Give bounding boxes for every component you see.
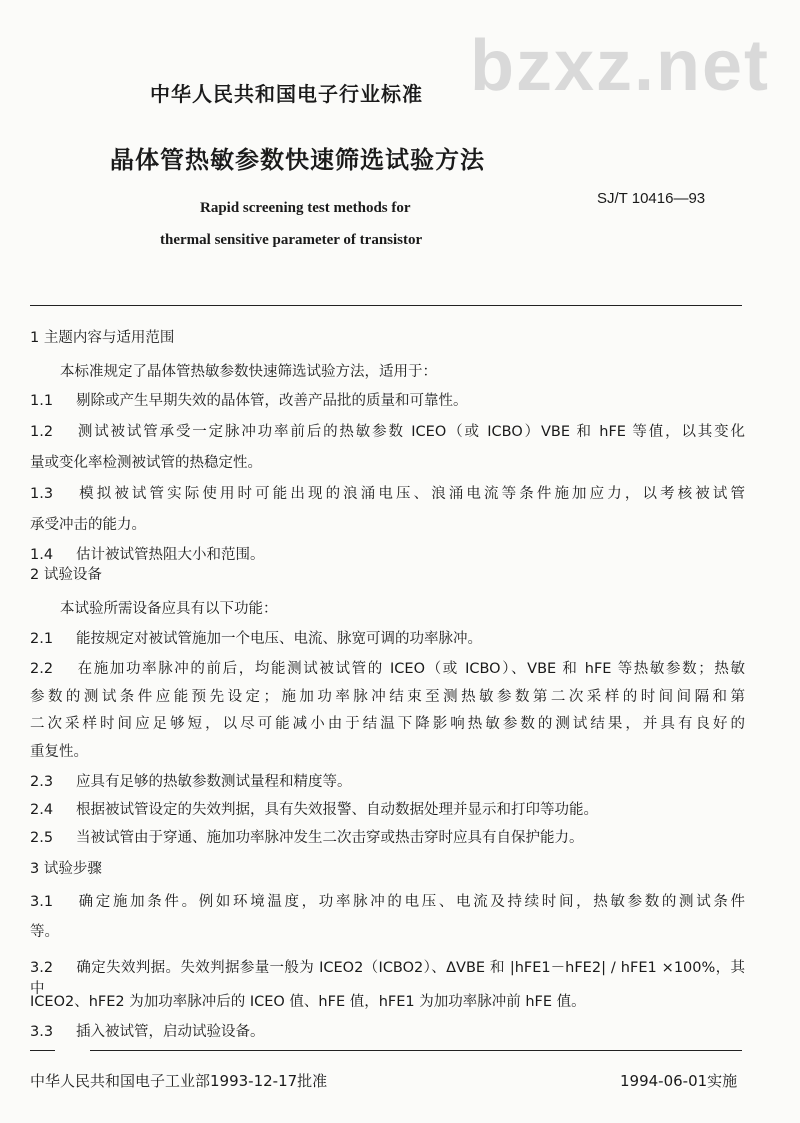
clause-text: 承受冲击的能力。 [30, 517, 146, 533]
clause-text: 测试被试管承受一定脉冲功率前后的热敏参数 ICEO（或 ICBO）VBE 和 hFE 等值，以其变化 [76, 424, 745, 440]
clause-number: 1.2 [30, 424, 54, 440]
clause-text: 在施加功率脉冲的前后，均能测试被试管的 ICEO（或 ICBO）、VBE 和 hFE 等热敏参数；热敏 [76, 661, 745, 677]
clause-text: ICEO2、hFE2 为加功率脉冲后的 ICEO 值、hFE 值，hFE1 为加功率脉冲前 hFE 值。 [30, 994, 586, 1010]
clause-line [30, 956, 745, 997]
standard-code: SJ/T 10416—93 [597, 190, 706, 207]
footer-divider-short [30, 1050, 55, 1051]
clause-number: 2.5 [30, 830, 54, 846]
footer-divider [90, 1050, 742, 1051]
clause-number: 2.3 [30, 774, 54, 790]
clause-line [30, 451, 745, 472]
clause-number: 3.2 [30, 960, 54, 976]
clause-text: 估计被试管热阻大小和范围。 [76, 547, 265, 563]
clause-text: 重复性。 [30, 744, 88, 760]
clause-number: 2.2 [30, 661, 54, 677]
clause-text: 剔除或产生早期失效的晶体管，改善产品批的质量和可靠性。 [76, 393, 468, 409]
clause-line [30, 770, 745, 791]
clause-line [30, 543, 745, 564]
clause-line [30, 712, 745, 732]
clause-text: 确定施加条件。例如环境温度，功率脉冲的电压、电流及持续时间，热敏参数的测试条件 [76, 894, 745, 910]
clause-line [30, 890, 745, 910]
clause-text: 模拟被试管实际使用时可能出现的浪涌电压、浪涌电流等条件施加应力，以考核被试管 [76, 486, 745, 502]
clause-number: 3.3 [30, 1024, 54, 1040]
clause-number: 1.1 [30, 393, 54, 409]
clause-number: 3.1 [30, 894, 54, 910]
english-title-line-1: Rapid screening test methods for [200, 200, 411, 216]
clause-number: 1.4 [30, 547, 54, 563]
clause-text: 二次采样时间应足够短，以尽可能减小由于结温下降影响热敏参数的测试结果，并具有良好的 [30, 716, 745, 732]
clause-text: 应具有足够的热敏参数测试量程和精度等。 [76, 774, 352, 790]
clause-line [30, 740, 745, 761]
issuing-organization: 中华人民共和国电子行业标准 [150, 82, 423, 106]
clause-text: 能按规定对被试管施加一个电压、电流、脉宽可调的功率脉冲。 [76, 631, 482, 647]
clause-line [30, 798, 745, 819]
clause-number: 1.3 [30, 486, 54, 502]
clause-line [30, 627, 745, 648]
clause-text: 等。 [30, 924, 59, 940]
section-heading: 1 主题内容与适用范围 [30, 330, 175, 346]
clause-text: 确定失效判据。失效判据参量一般为 ICEO2（ICBO2）、ΔVBE 和 |hFE1－hFE2| / hFE1 ×100%，其中 [30, 960, 745, 997]
approval-date: 中华人民共和国电子工业部1993-12-17批准 [30, 1072, 328, 1090]
clause-line [30, 482, 745, 502]
clause-number: 2.4 [30, 802, 54, 818]
clause-text: 根据被试管设定的失效判据，具有失效报警、自动数据处理并显示和打印等功能。 [76, 802, 598, 818]
clause-text: 当被试管由于穿通、施加功率脉冲发生二次击穿或热击穿时应具有自保护能力。 [76, 830, 584, 846]
clause-text: 量或变化率检测被试管的热稳定性。 [30, 455, 262, 471]
section-intro: 本试验所需设备应具有以下功能： [60, 601, 278, 617]
clause-line [30, 920, 745, 941]
clause-text: 参数的测试条件应能预先设定；施加功率脉冲结束至测热敏参数第二次采样的时间间隔和第 [30, 689, 745, 705]
clause-line [30, 826, 745, 847]
section-heading: 2 试验设备 [30, 567, 102, 583]
section-intro: 本标准规定了晶体管热敏参数快速筛选试验方法，适用于： [60, 364, 437, 380]
watermark: bzxz.net [470, 26, 771, 106]
clause-line [30, 685, 745, 705]
header-divider [30, 305, 742, 306]
clause-line [30, 990, 745, 1011]
clause-line [30, 513, 745, 534]
effective-date: 1994-06-01实施 [620, 1072, 738, 1090]
english-title-line-2: thermal sensitive parameter of transistor [160, 232, 423, 248]
clause-line [30, 1020, 745, 1041]
clause-line [30, 420, 745, 440]
section-heading: 3 试验步骤 [30, 861, 102, 877]
clause-number: 2.1 [30, 631, 54, 647]
clause-line [30, 657, 745, 677]
clause-line [30, 389, 745, 410]
document-title: 晶体管热敏参数快速筛选试验方法 [110, 146, 485, 174]
clause-text: 插入被试管，启动试验设备。 [76, 1024, 265, 1040]
